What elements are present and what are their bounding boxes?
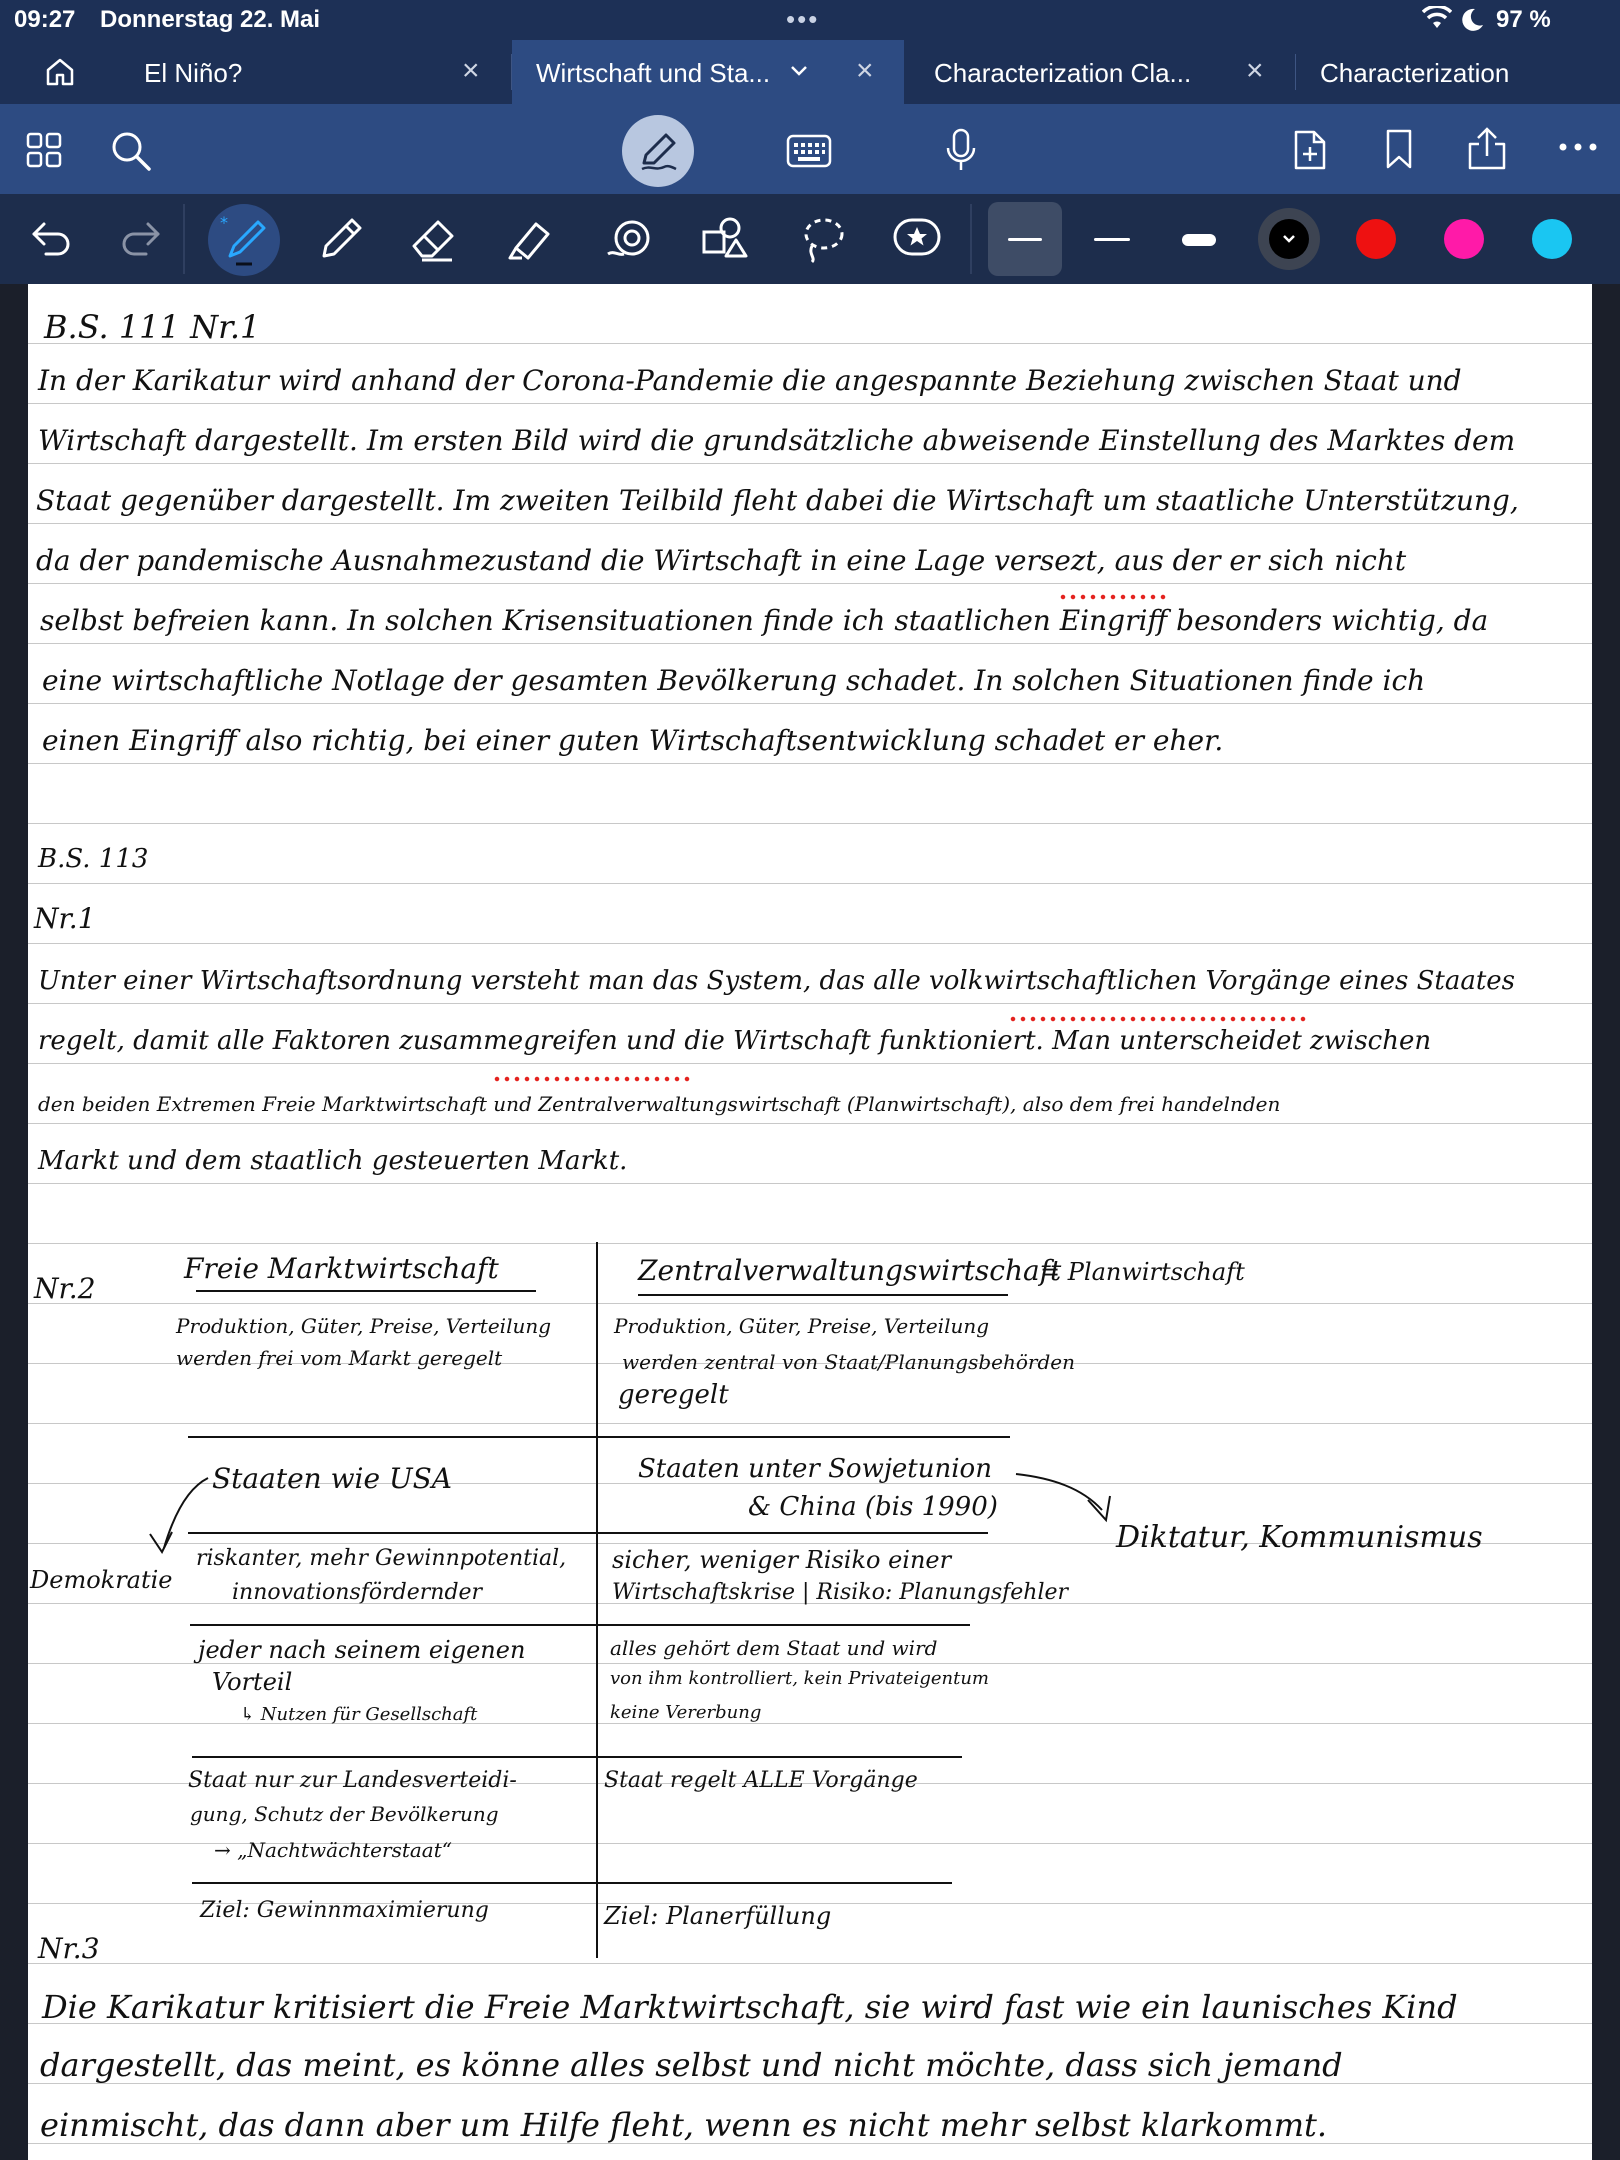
section-heading: B.S. 111 Nr.1 [44,308,261,346]
arrow-right-annotation [1012,1468,1122,1538]
search-icon[interactable] [110,130,152,172]
tab-wirtschaft[interactable] [512,40,904,104]
table-cell-right: keine Vererbung [610,1702,762,1723]
color-swatch-pink[interactable] [1444,219,1484,259]
pen-tool-button[interactable] [208,204,280,276]
spellcheck-underline [1058,594,1168,600]
table-cell-right: sicher, weniger Risiko einer [612,1546,952,1574]
close-icon[interactable]: × [1246,54,1264,87]
favorite-icon[interactable] [892,216,944,262]
table-cell-left: gung, Schutz der Bevölkerung [190,1802,499,1826]
redo-icon[interactable] [118,220,162,256]
wifi-icon [1422,6,1452,30]
chevron-down-icon[interactable] [790,64,808,78]
grid-icon[interactable] [26,132,62,168]
shape-icon[interactable] [604,214,654,264]
text-line: eine wirtschaftliche Notlage der gesamten Bevölkerung schadet. In solchen Situationen finde ich [42,664,1426,697]
page-margin-left [0,284,28,2160]
table-line [192,1756,962,1758]
text-line: den beiden Extremen Freie Marktwirtschaft und Zentralverwaltungswirtschaft (Planwirtschaft), also dem frei handelnden [38,1092,1281,1116]
table-line [188,1436,1010,1438]
question-number: Nr.3 [38,1932,100,1965]
more-icon[interactable] [1558,142,1598,152]
table-header-left: Freie Marktwirtschaft [184,1252,499,1285]
stroke-thin-button[interactable] [988,202,1062,276]
tab-bar [0,40,1620,104]
side-note-right: Diktatur, Kommunismus [1116,1520,1483,1555]
home-icon [44,56,76,88]
text-line: Unter einer Wirtschaftsordnung versteht man das System, das alle volkwirtschaftlichen Vorgänge eines Staates [38,966,1516,996]
tab-characterization[interactable] [1296,40,1620,104]
pen-mode-button[interactable] [622,115,694,187]
table-cell-right: von ihm kontrolliert, kein Privateigentum [610,1668,989,1689]
highlighter-icon[interactable] [506,214,556,264]
table-cell-left: jeder nach seinem eigenen [198,1636,526,1664]
status-bar [0,0,1620,40]
table-header-note: = Planwirtschaft [1040,1258,1245,1286]
keyboard-icon[interactable] [786,134,832,168]
pen-icon [220,214,270,266]
stroke-medium-button[interactable] [1094,238,1130,241]
question-number: Nr.2 [34,1272,96,1305]
spellcheck-underline [1008,1016,1308,1022]
tab-characterization-cla[interactable] [906,40,1294,104]
table-divider-vertical [596,1242,598,1958]
text-line: da der pandemische Ausnahmezustand die Wirtschaft in eine Lage versezt, aus der er sich nicht [36,544,1407,577]
table-header-right: Zentralverwaltungswirtschaft [638,1254,1062,1287]
text-line: In der Karikatur wird anhand der Corona-Pandemie die angespannte Beziehung zwischen Staat und [38,364,1462,397]
multitasking-dots-icon[interactable]: ••• [786,4,820,34]
chevron-down-icon [1282,234,1296,244]
table-cell-right: & China (bis 1990) [748,1492,998,1522]
table-cell-left: Produktion, Güter, Preise, Verteilung [176,1314,552,1338]
page-margin-right [1592,284,1620,2160]
battery-level: 97 % [1496,6,1551,33]
text-line: dargestellt, das meint, es könne alles selbst und nicht möchte, dass sich jemand [40,2046,1343,2084]
text-line: selbst befreien kann. In solchen Krisensituationen finde ich staatlichen Eingriff besonders wichtig, da [40,604,1489,637]
text-line: Markt und dem staatlich gesteuerten Markt. [38,1146,628,1176]
table-cell-right: alles gehört dem Staat und wird [610,1636,938,1660]
pen-toolbar [0,194,1620,284]
pencil-icon[interactable] [316,214,366,264]
bookmark-icon[interactable] [1384,128,1414,170]
color-swatch-cyan[interactable] [1532,219,1572,259]
share-icon[interactable] [1466,126,1508,172]
header-underline [196,1290,536,1292]
table-cell-left: riskanter, mehr Gewinnpotential, [196,1546,567,1571]
undo-icon[interactable] [30,220,74,256]
table-cell-left: Staat nur zur Landesverteidi- [188,1768,517,1793]
status-time: 09:27 [14,6,76,33]
table-cell-left: Ziel: Gewinnmaximierung [200,1898,489,1923]
question-number: Nr.1 [34,902,96,935]
table-cell-right: Ziel: Planerfüllung [604,1902,832,1930]
tab-label: Characterization Cla... [934,58,1192,88]
table-cell-left: werden frei vom Markt geregelt [176,1346,503,1370]
color-swatch-red[interactable] [1356,219,1396,259]
moon-icon [1459,7,1485,33]
table-cell-right: geregelt [618,1380,729,1410]
arrow-left-annotation [128,1474,218,1564]
svg-text:*: * [220,214,228,232]
table-cell-right: werden zentral von Staat/Planungsbehörden [622,1350,1075,1374]
main-toolbar [0,104,1620,194]
header-underline [638,1294,1008,1296]
close-icon[interactable]: × [856,54,874,87]
stroke-thin-icon [1008,238,1042,241]
tab-label: El Niño? [144,58,243,88]
table-cell-right: Produktion, Güter, Preise, Verteilung [614,1314,990,1338]
side-note-left: Demokratie [30,1566,173,1594]
microphone-icon[interactable] [944,128,978,172]
table-line [192,1882,952,1884]
table-cell-right: Staaten unter Sowjetunion [638,1454,992,1484]
note-page[interactable] [28,284,1592,2160]
text-line: Die Karikatur kritisiert die Freie Marktwirtschaft, sie wird fast wie ein launisches Kind [42,1988,1458,2026]
add-page-icon[interactable] [1292,128,1328,172]
stroke-thick-button[interactable] [1182,234,1216,246]
spellcheck-underline [492,1076,692,1082]
pen-mode-icon [636,129,680,173]
text-line: einen Eingriff also richtig, bei einer guten Wirtschaftsentwicklung schadet er eher. [42,724,1224,757]
tab-label: Wirtschaft und Sta... [536,58,771,88]
section-heading: B.S. 113 [38,844,149,874]
sticker-icon[interactable] [700,214,750,264]
status-date: Donnerstag 22. Mai [100,6,321,33]
table-cell-right: Staat regelt ALLE Vorgänge [604,1768,918,1793]
toolbar-divider [970,204,972,274]
table-cell-left: → „Nachtwächterstaat“ [214,1838,452,1862]
tab-label: Characterization [1320,58,1510,88]
tab-el-nino[interactable] [118,40,510,104]
table-cell-right: Wirtschaftskrise | Risiko: Planungsfehler [612,1580,1069,1605]
text-line: Staat gegenüber dargestellt. Im zweiten Teilbild fleht dabei die Wirtschaft um staatliche Unterstützung, [36,484,1519,517]
text-line: Wirtschaft dargestellt. Im ersten Bild wird die grundsätzliche abweisende Einstellung des Marktes dem [38,424,1516,457]
table-cell-left: innovationsfördernder [232,1580,483,1605]
table-cell-left: ↳ Nutzen für Gesellschaft [240,1704,478,1725]
text-line: einmischt, das dann aber um Hilfe fleht, wenn es nicht mehr selbst klarkommt. [40,2106,1328,2144]
table-line [188,1532,988,1534]
table-cell-left: Staaten wie USA [212,1462,452,1495]
lasso-icon[interactable] [800,214,846,264]
table-cell-left: Vorteil [212,1668,293,1696]
toolbar-divider [183,204,185,274]
home-tab[interactable] [0,40,118,104]
table-line [190,1624,970,1626]
close-icon[interactable]: × [462,54,480,87]
text-line: regelt, damit alle Faktoren zusammegreifen und die Wirtschaft funktioniert. Man unterscheidet zwischen [38,1026,1432,1056]
eraser-icon[interactable] [408,214,460,264]
color-swatch-black[interactable] [1269,219,1309,259]
